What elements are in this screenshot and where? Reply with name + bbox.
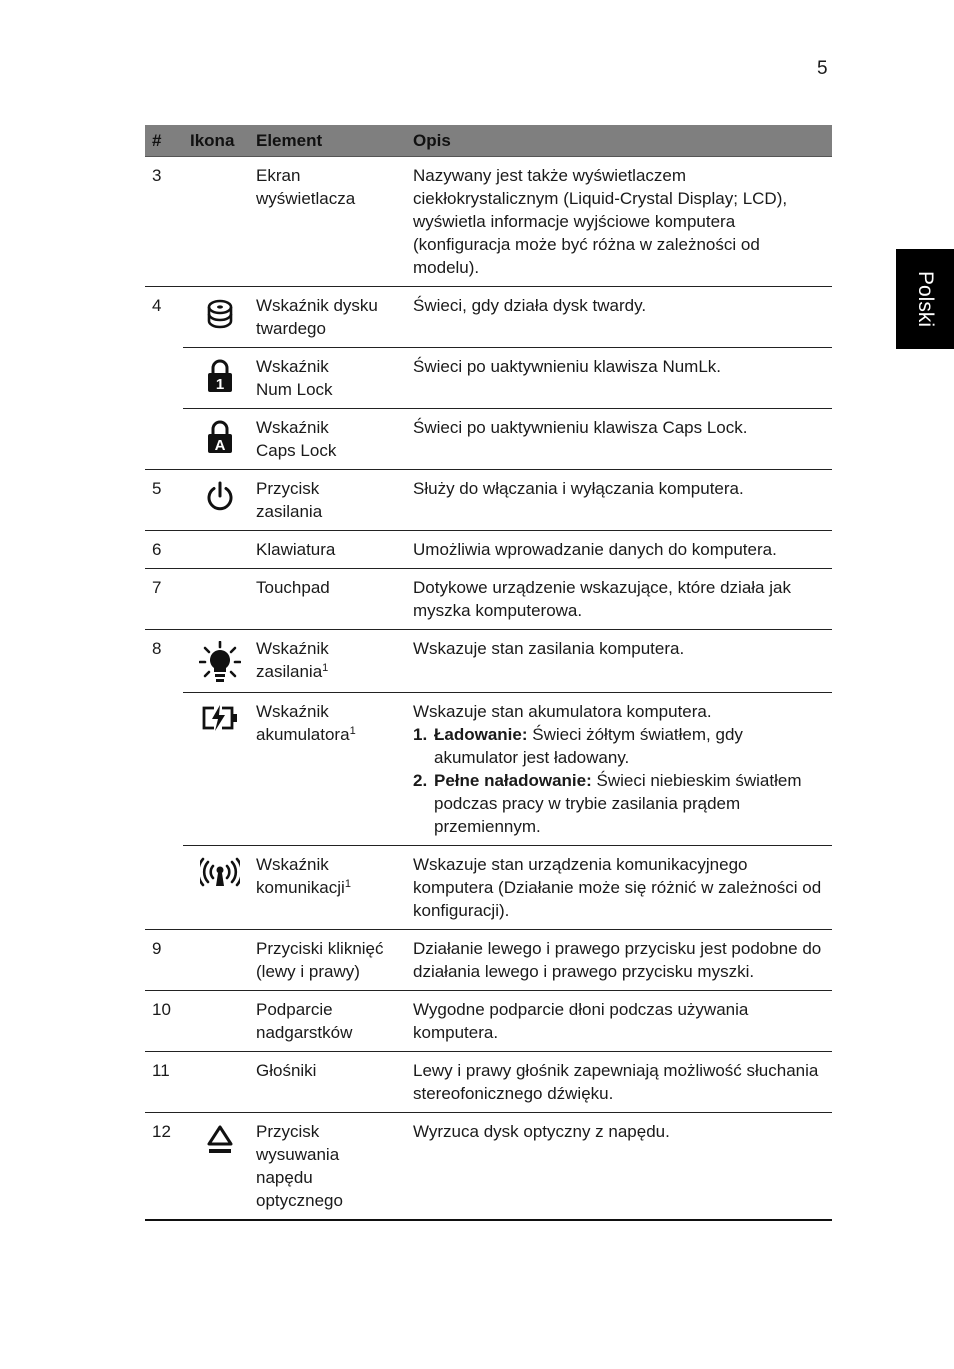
table-row: [145, 531, 832, 569]
desc-cell: Działanie lewego i prawego przycisku jest podobne do działania lewego i prawego przycisku myszki.: [413, 939, 822, 981]
list-item: 2. Pełne naładowanie: Świeci niebieskim światłem podczas pracy w trybie zasilania prądem przemiennym.: [413, 771, 802, 836]
language-tab-label: Polski: [914, 270, 937, 328]
power-icon: [183, 477, 256, 523]
element-cell: Wskaźnik akumulatora$^1$: [256, 702, 356, 744]
row-number: 4: [152, 296, 162, 315]
element-cell: Wskaźnik zasilania$^1$: [256, 639, 329, 681]
desc-cell: Nazywany jest także wyświetlaczem ciekłokrystalicznym (Liquid-Crystal Display; LCD), wyświetla informacje wyjściowe komputera (konfiguracja może być różna w zależności od modelu).: [413, 166, 788, 277]
desc-cell: Świeci, gdy działa dysk twardy.: [413, 296, 647, 315]
element-cell: Wskaźnik dysku twardego: [256, 296, 378, 338]
desc-cell: Służy do włączania i wyłączania komputera.: [413, 479, 744, 498]
element-cell: Ekran wyświetlacza: [256, 166, 356, 208]
list-item: 1. Ładowanie: Świeci żółtym światłem, gdy akumulator jest ładowany.: [413, 725, 743, 767]
element-cell: Przycisk zasilania: [256, 479, 323, 521]
icon-cell: [183, 164, 256, 279]
element-cell: Wskaźnik Num Lock: [256, 357, 333, 399]
icon-cell: [183, 576, 256, 622]
desc-cell: Wygodne podparcie dłoni podczas używania komputera.: [413, 1000, 749, 1042]
row-number: 6: [152, 540, 162, 559]
desc-cell: Wyrzuca dysk optyczny z napędu.: [413, 1122, 670, 1141]
hdd-icon: [183, 294, 256, 340]
element-cell: Touchpad: [256, 578, 330, 597]
header-icon: Ikona: [190, 130, 235, 150]
element-cell: Wskaźnik Caps Lock: [256, 418, 337, 460]
row-number: 11: [152, 1061, 170, 1080]
capslock-icon: [183, 416, 256, 462]
table-row: [145, 1113, 832, 1221]
element-cell: Wskaźnik komunikacji$^1$: [256, 855, 351, 897]
footnote-mark: 1: [349, 725, 356, 737]
desc-cell: Umożliwia wprowadzanie danych do komputera.: [413, 540, 777, 559]
desc-cell: Wskazuje stan zasilania komputera.: [413, 639, 685, 658]
table-row: [145, 991, 832, 1052]
svg-text:A: A: [214, 437, 225, 454]
components-table: [145, 125, 832, 1221]
row-number: 12: [152, 1122, 171, 1141]
footnote-mark: 1: [344, 878, 351, 890]
table-row: [145, 930, 832, 991]
row-number: 9: [152, 939, 162, 958]
footnote-mark: 1: [322, 662, 329, 674]
header-element: Element: [256, 130, 323, 150]
desc-cell: Świeci po uaktywnieniu klawisza NumLk.: [413, 357, 722, 376]
table-header: [145, 125, 832, 157]
eject-icon: [183, 1120, 256, 1212]
icon-cell: [183, 937, 256, 983]
row-number: 10: [152, 1000, 171, 1019]
row-number: 7: [152, 578, 162, 597]
row-number: 3: [152, 166, 162, 185]
power-indicator-icon: [183, 637, 256, 685]
icon-cell: [183, 998, 256, 1044]
table-row: [145, 569, 832, 630]
desc-cell: Wskazuje stan akumulatora komputera. 1. Ładowanie: Świeci żółtym światłem, gdy akumulator jest ładowany. 2. Pełne naładowanie: Świeci niebieskim światłem podczas pracy w trybie zasilania prądem przemiennym.: [413, 700, 832, 838]
icon-cell: [183, 538, 256, 561]
element-cell: Głośniki: [256, 1061, 317, 1080]
desc-cell: Dotykowe urządzenie wskazujące, które działa jak myszka komputerowa.: [413, 578, 791, 620]
language-tab: [896, 249, 954, 349]
desc-cell: Lewy i prawy głośnik zapewniają możliwość słuchania stereofonicznego dźwięku.: [413, 1061, 819, 1103]
table-row: [145, 630, 832, 930]
desc-cell: Świeci po uaktywnieniu klawisza Caps Lock.: [413, 418, 748, 437]
table-row: [145, 287, 832, 470]
row-number: 8: [152, 639, 162, 658]
icon-cell: [183, 1059, 256, 1105]
element-cell: Przycisk wysuwania napędu optycznego: [256, 1122, 343, 1210]
element-cell: Podparcie nadgarstków: [256, 1000, 353, 1042]
header-num: #: [152, 130, 162, 150]
header-desc: Opis: [413, 130, 451, 150]
element-cell: Klawiatura: [256, 540, 336, 559]
table-row: [145, 1052, 832, 1113]
element-cell: Przyciski kliknięć (lewy i prawy): [256, 939, 384, 981]
battery-icon: [183, 700, 256, 838]
svg-text:1: 1: [215, 376, 224, 393]
table-row: [145, 157, 832, 287]
desc-cell: Wskazuje stan urządzenia komunikacyjnego komputera (Działanie może się różnić w zależności od konfiguracji).: [413, 855, 822, 920]
wireless-icon: [183, 853, 256, 922]
numlock-icon: [183, 355, 256, 401]
table-row: [145, 470, 832, 531]
row-number: 5: [152, 479, 162, 498]
page-number: 5: [817, 58, 828, 79]
